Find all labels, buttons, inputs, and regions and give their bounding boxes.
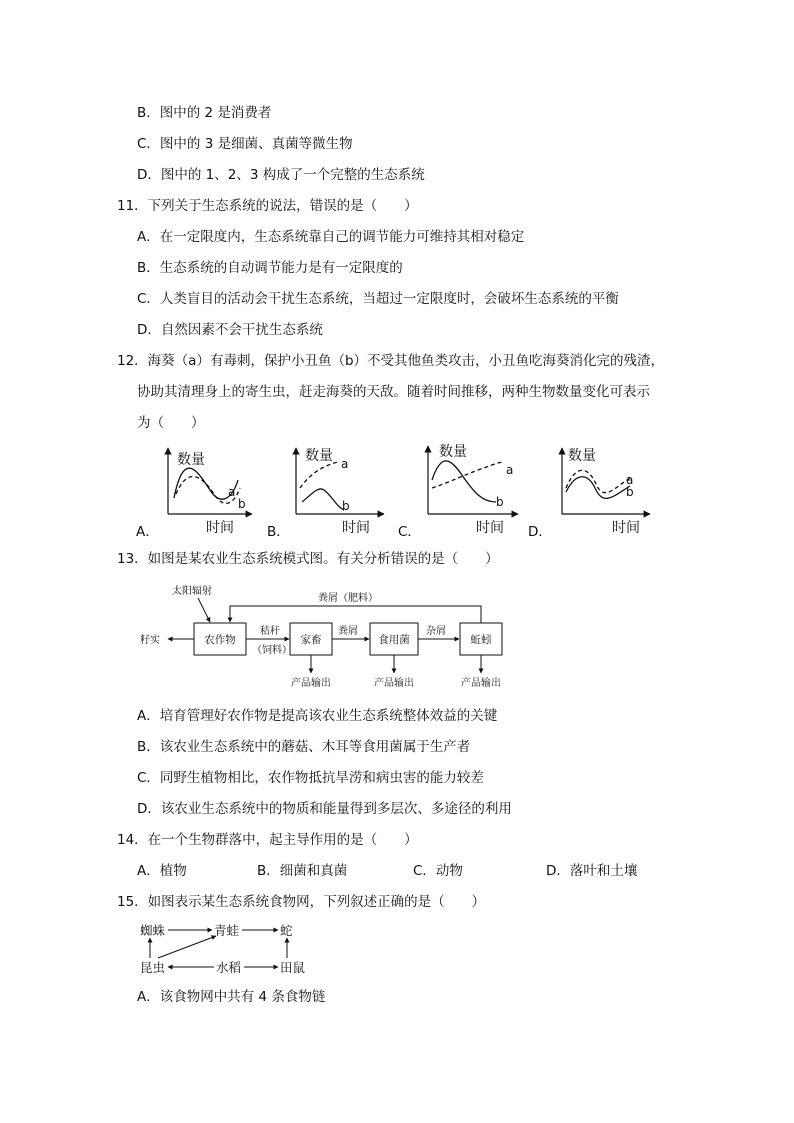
q10-option-b: B．图中的 2 是消费者: [137, 105, 272, 121]
q11-stem: 11．下列关于生态系统的说法，错误的是（ ）: [117, 198, 418, 214]
q13-option-b: B．该农业生态系统中的蘑菇、木耳等食用菌属于生产者: [137, 739, 471, 755]
graph-d-label-a: a: [626, 473, 634, 487]
crops-label: 农作物: [204, 634, 236, 646]
earthworm-label: 蚯蚓: [470, 634, 492, 646]
sun-arrow: [198, 598, 210, 622]
q12-stem-line3: 为（ ）: [137, 415, 205, 431]
graph-d-ylabel: 数量: [568, 448, 596, 464]
graph-b-ylabel: 数量: [305, 448, 333, 464]
graph-b-curve-b: [302, 489, 344, 510]
q12-option-b-label: B．: [267, 524, 290, 540]
q13-option-d: D．该农业生态系统中的物质和能量得到多层次、多途径的利用: [137, 801, 512, 817]
rice-label: 水稻: [216, 960, 242, 975]
insect-to-frog-arrow: [158, 936, 216, 958]
q12-graph-b: [267, 447, 384, 540]
manure-loop-arrow: [230, 606, 481, 623]
livestock-output-label: 产品输出: [291, 678, 331, 689]
graph-d-xlabel: 时间: [612, 520, 640, 536]
q13-agro-diagram: [130, 580, 530, 692]
q15-food-web: [136, 918, 316, 980]
graph-b-curve-a: [300, 462, 338, 488]
q11-option-b: B．生态系统的自动调节能力是有一定限度的: [137, 260, 403, 276]
graph-a-ylabel: 数量: [177, 452, 205, 468]
q12-stem-line2: 协助其清理身上的寄生虫，赶走海葵的天敌。随着时间推移，两种生物数量变化可表示: [137, 384, 650, 400]
q13-stem: 13．如图是某农业生态系统模式图。有关分析错误的是（ ）: [117, 551, 499, 567]
graph-c-ylabel: 数量: [439, 444, 467, 460]
q12-option-c-label: C．: [398, 524, 421, 540]
insect-label: 昆虫: [140, 960, 166, 975]
q15-option-a: A．该食物网中共有 4 条食物链: [137, 989, 326, 1005]
dung-label: 粪屑: [338, 626, 358, 637]
fungi-label: 食用菌: [378, 634, 410, 646]
graph-b-xlabel: 时间: [342, 520, 370, 536]
feed-label: （饲料）: [252, 645, 292, 656]
q12-graphs: [130, 438, 670, 542]
q12-stem-line1: 12．海葵（a）有毒刺，保护小丑鱼（b）不受其他鱼类攻击，小丑鱼吃海葵消化完的残渣，: [117, 353, 665, 369]
q12-graph-c: [398, 443, 518, 540]
manure-label: 粪屑（肥料）: [318, 593, 378, 604]
q12-option-d-label: D．: [528, 524, 552, 540]
frog-label: 青蛙: [214, 923, 240, 938]
graph-d-label-b: b: [626, 485, 634, 499]
q14-stem: 14．在一个生物群落中，起主导作用的是（ ）: [117, 832, 418, 848]
graph-a-label-a: a: [228, 485, 236, 499]
spider-label: 蜘蛛: [140, 923, 166, 938]
q11-option-c: C．人类盲目的活动会干扰生态系统，当超过一定限度时，会破坏生态系统的平衡: [137, 291, 619, 307]
graph-a-xlabel: 时间: [206, 520, 234, 536]
q15-stem: 15．如图表示某生态系统食物网，下列叙述正确的是（ ）: [117, 894, 486, 910]
q10-option-c: C．图中的 3 是细菌、真菌等微生物: [137, 136, 353, 152]
graph-a-label-b: b: [238, 497, 246, 511]
q14-option-a: A．植物: [137, 863, 187, 879]
q13-option-c: C．同野生植物相比，农作物抵抗旱涝和病虫害的能力较差: [137, 770, 484, 786]
q11-option-a: A．在一定限度内，生态系统靠自己的调节能力可维持其相对稳定: [137, 229, 525, 245]
residue-label: 杂屑: [426, 626, 446, 637]
q14-option-b: B．细菌和真菌: [257, 863, 348, 879]
q11-option-d: D．自然因素不会干扰生态系统: [137, 322, 323, 338]
graph-c-xlabel: 时间: [476, 520, 504, 536]
q12-graph-d: [528, 447, 650, 540]
q10-option-d: D．图中的 1、2、3 构成了一个完整的生态系统: [137, 167, 425, 183]
q12-graph-a: [136, 448, 252, 540]
q13-option-a: A．培育管理好农作物是提高该农业生态系统整体效益的关键: [137, 708, 498, 724]
livestock-label: 家畜: [300, 634, 322, 646]
graph-b-label-b: b: [342, 499, 350, 513]
q12-option-a-label: A．: [136, 524, 159, 540]
straw-label: 秸秆: [260, 626, 280, 637]
fungi-output-label: 产品输出: [374, 678, 414, 689]
seeds-label: 籽实: [140, 635, 160, 646]
q14-option-d: D．落叶和土壤: [546, 863, 638, 879]
graph-b-label-a: a: [341, 457, 349, 471]
mouse-label: 田鼠: [280, 960, 306, 975]
sun-label: 太阳辐射: [172, 586, 212, 597]
graph-c-label-b: b: [496, 495, 504, 509]
graph-d-curve-a: [566, 470, 630, 492]
q14-option-c: C．动物: [413, 863, 463, 879]
earthworm-output-label: 产品输出: [461, 678, 501, 689]
snake-label: 蛇: [280, 923, 293, 938]
graph-c-label-a: a: [506, 463, 514, 477]
